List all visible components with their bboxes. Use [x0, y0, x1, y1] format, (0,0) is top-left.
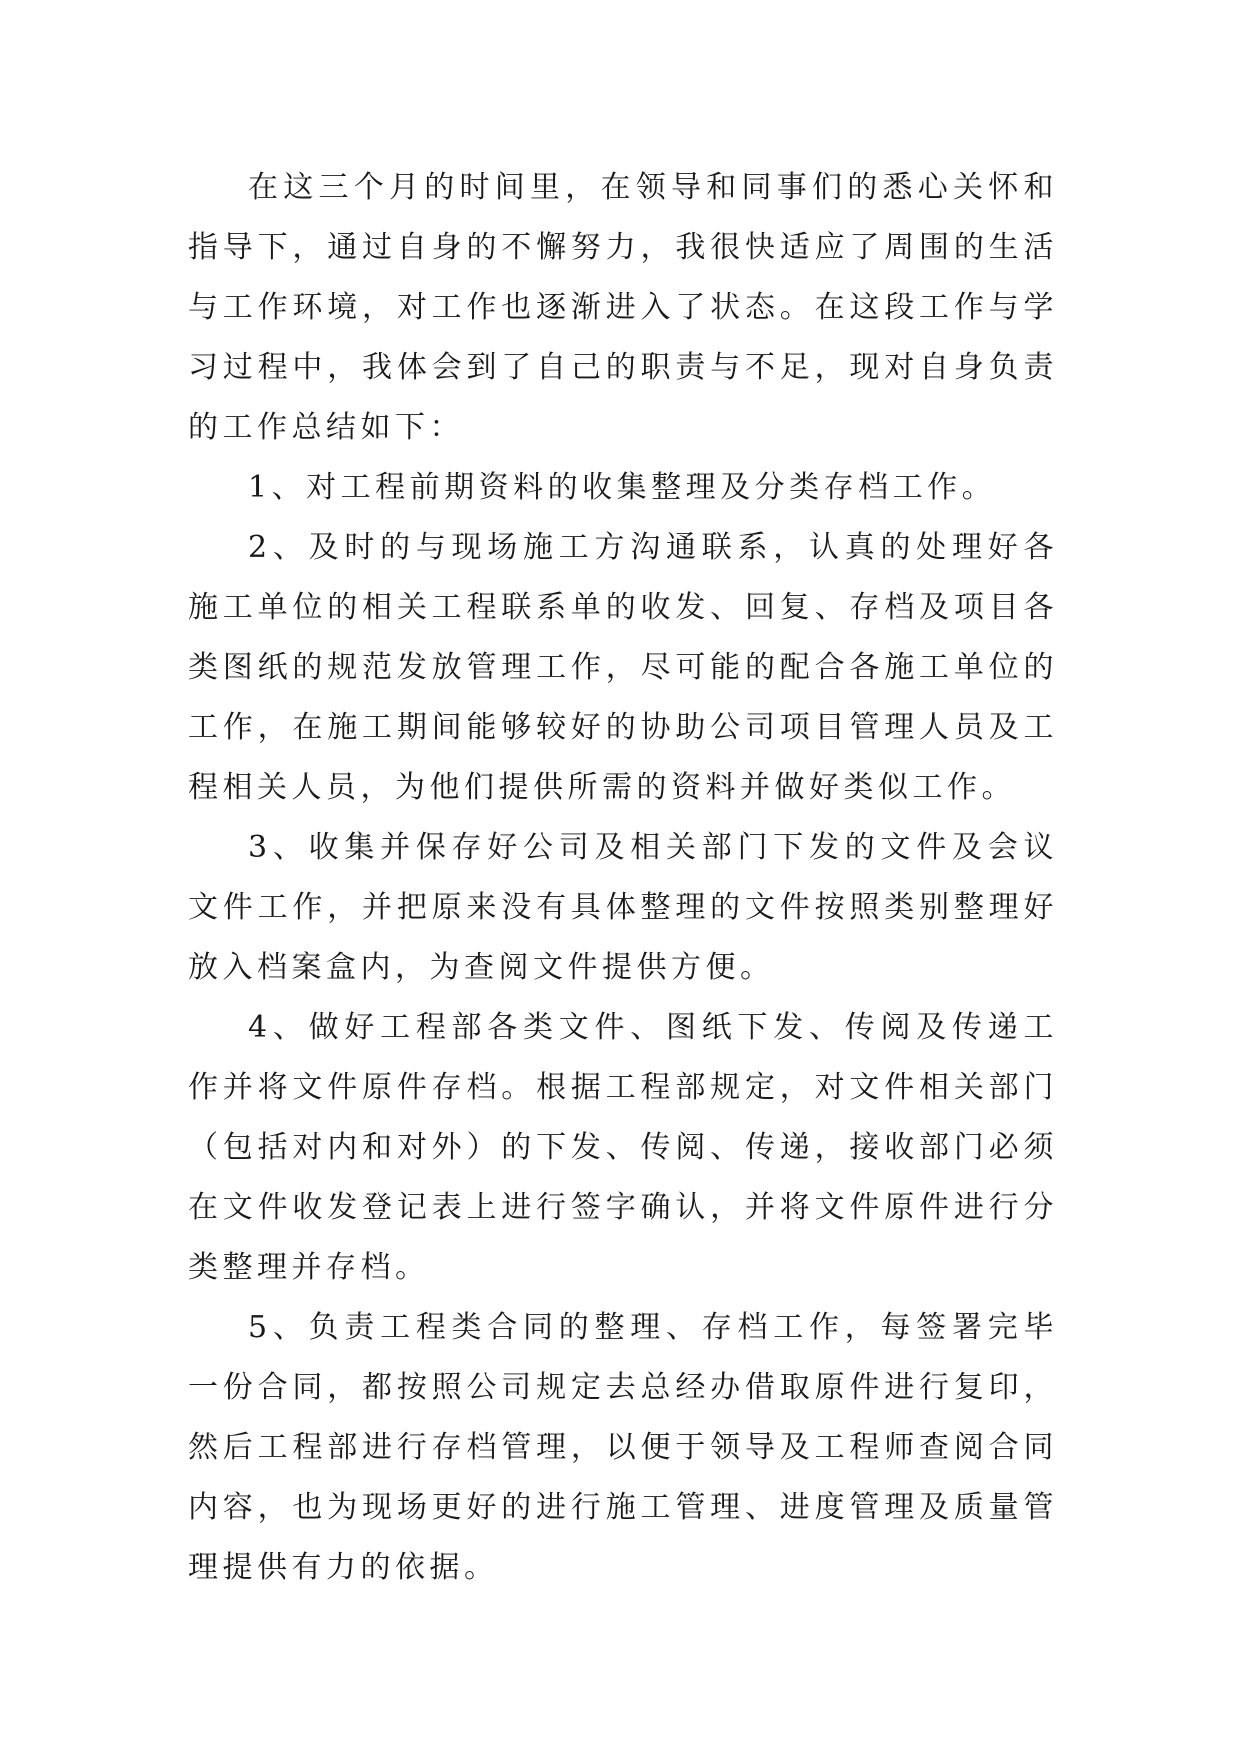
item-3-paragraph: 3、收集并保存好公司及相关部门下发的文件及会议文件工作，并把原来没有具体整理的文件按照类别整理好放入档案盒内，为查阅文件提供方便。 [188, 830, 1058, 985]
item-4-paragraph: 4、做好工程部各类文件、图纸下发、传阅及传递工作并将文件原件存档。根据工程部规定，对文件相关部门（包括对内和对外）的下发、传阅、传递，接收部门必须在文件收发登记表上进行签字确认，并将文件原件进行分类整理并存档。 [188, 1010, 1058, 1285]
item-5-paragraph: 5、负责工程类合同的整理、存档工作，每签署完毕一份合同，都按照公司规定去总经办借取原件进行复印，然后工程部进行存档管理，以便于领导及工程师查阅合同内容，也为现场更好的进行施工管理、进度管理及质量管理提供有力的依据。 [188, 1310, 1058, 1585]
item-1-paragraph: 1、对工程前期资料的收集整理及分类存档工作。 [248, 470, 997, 505]
document-body [188, 158, 1058, 1598]
intro-paragraph: 在这三个月的时间里，在领导和同事们的悉心关怀和指导下，通过自身的不懈努力，我很快适应了周围的生活与工作环境，对工作也逐渐进入了状态。在这段工作与学习过程中，我体会到了自己的职责与不足，现对自身负责的工作总结如下： [188, 170, 1058, 445]
item-2-paragraph: 2、及时的与现场施工方沟通联系，认真的处理好各施工单位的相关工程联系单的收发、回复、存档及项目各类图纸的规范发放管理工作，尽可能的配合各施工单位的工作，在施工期间能够较好的协助公司项目管理人员及工程相关人员，为他们提供所需的资料并做好类似工作。 [188, 530, 1058, 805]
